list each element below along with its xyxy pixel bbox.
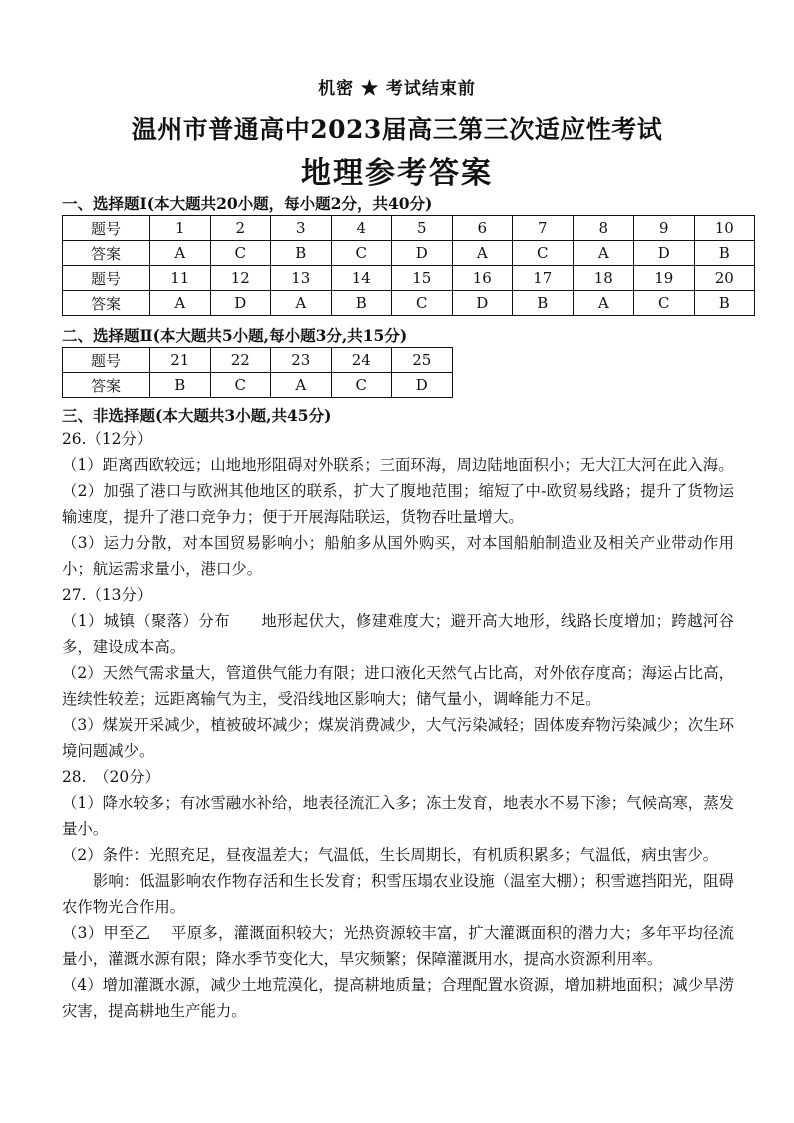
question-number: 16 bbox=[452, 266, 513, 291]
answer-paragraph: （3）运力分散，对本国贸易影响小；船舶多从国外购买，对本国船舶制造业及相关产业带动作用小；航运需求量小，港口少。 bbox=[62, 534, 734, 578]
answer-cell: B bbox=[694, 291, 755, 316]
question-26-heading: 26.（12分） bbox=[62, 430, 153, 448]
answer-cell: C bbox=[634, 291, 695, 316]
question-number: 7 bbox=[513, 216, 574, 241]
section1-answer-table bbox=[62, 215, 755, 316]
answer-cell: D bbox=[210, 291, 271, 316]
table-row bbox=[63, 291, 755, 316]
document-subtitle: 地理参考答案 bbox=[301, 156, 493, 191]
answer-paragraph: （3）甲至乙 平原多，灌溉面积较大；光热资源较丰富，扩大灌溉面积的潜力大；多年平均径流量小，灌溉水源有限；降水季节变化大，旱灾频繁；保障灌溉用水，提高水资源利用率。 bbox=[62, 924, 734, 968]
question-number: 15 bbox=[392, 266, 453, 291]
answer-cell: C bbox=[513, 241, 574, 266]
question-number: 25 bbox=[392, 348, 453, 373]
question-number: 3 bbox=[271, 216, 332, 241]
answer-paragraph: 影响：低温影响农作物存活和生长发育；积雪压塌农业设施（温室大棚）；积雪遮挡阳光，阻碍农作物光合作用。 bbox=[62, 872, 734, 916]
answer-cell: D bbox=[634, 241, 695, 266]
section2-heading: 二、选择题Ⅱ(本大题共5小题,每小题3分,共15分) bbox=[62, 326, 408, 345]
question-number: 4 bbox=[331, 216, 392, 241]
row-label-question: 题号 bbox=[63, 348, 150, 373]
answer-cell: C bbox=[210, 373, 271, 398]
question-number: 8 bbox=[573, 216, 634, 241]
answer-paragraph: （1）降水较多；有冰雪融水补给，地表径流汇入多；冻土发育，地表水不易下渗；气候高寒，蒸发量小。 bbox=[62, 794, 734, 838]
answer-paragraph: （3）煤炭开采减少，植被破坏减少；煤炭消费减少，大气污染减轻；固体废弃物污染减少；次生环境问题减少。 bbox=[62, 716, 734, 760]
row-label-answer: 答案 bbox=[63, 373, 150, 398]
answer-cell: C bbox=[210, 241, 271, 266]
row-label-answer: 答案 bbox=[63, 241, 150, 266]
question-number: 20 bbox=[694, 266, 755, 291]
question-27-heading: 27.（13分） bbox=[62, 586, 153, 604]
answer-paragraph: （1）城镇（聚落）分布 地形起伏大，修建难度大；避开高大地形，线路长度增加；跨越河谷多，建设成本高。 bbox=[62, 612, 734, 656]
answer-cell: B bbox=[513, 291, 574, 316]
section3-heading: 三、非选择题(本大题共3小题,共45分) bbox=[62, 406, 332, 425]
table-row bbox=[63, 216, 755, 241]
answer-cell: A bbox=[150, 291, 211, 316]
answer-cell: A bbox=[573, 241, 634, 266]
section3-body bbox=[62, 426, 734, 1024]
question-number: 19 bbox=[634, 266, 695, 291]
question-number: 2 bbox=[210, 216, 271, 241]
question-number: 11 bbox=[150, 266, 211, 291]
answer-cell: C bbox=[392, 291, 453, 316]
question-number: 23 bbox=[271, 348, 332, 373]
question-number: 21 bbox=[150, 348, 211, 373]
question-number: 10 bbox=[694, 216, 755, 241]
answer-cell: B bbox=[331, 291, 392, 316]
row-label-question: 题号 bbox=[63, 266, 150, 291]
answer-cell: B bbox=[150, 373, 211, 398]
answer-paragraph: （2）条件：光照充足，昼夜温差大；气温低，生长周期长，有机质积累多；气温低，病虫害少。 bbox=[62, 846, 719, 864]
section1-heading: 一、选择题Ⅰ(本大题共20小题，每小题2分，共40分) bbox=[62, 194, 433, 213]
answer-cell: D bbox=[392, 373, 453, 398]
table-row bbox=[63, 241, 755, 266]
question-number: 24 bbox=[331, 348, 392, 373]
row-label-question: 题号 bbox=[63, 216, 150, 241]
answer-cell: D bbox=[452, 291, 513, 316]
table-row bbox=[63, 266, 755, 291]
row-label-answer: 答案 bbox=[63, 291, 150, 316]
section2-answer-table bbox=[62, 347, 453, 398]
answer-paragraph: （2）加强了港口与欧洲其他地区的联系，扩大了腹地范围；缩短了中-欧贸易线路；提升了货物运输速度，提升了港口竞争力；便于开展海陆联运，货物吞吐量增大。 bbox=[62, 482, 734, 526]
question-28-heading: 28. （20分） bbox=[62, 768, 160, 786]
answer-cell: A bbox=[452, 241, 513, 266]
question-number: 5 bbox=[392, 216, 453, 241]
answer-cell: B bbox=[271, 241, 332, 266]
answer-paragraph: （2）天然气需求量大，管道供气能力有限；进口液化天然气占比高，对外依存度高；海运占比高，连续性较差；远距离输气为主，受沿线地区影响大；储气量小，调峰能力不足。 bbox=[62, 664, 734, 708]
answer-paragraph: （4）增加灌溉水源，减少土地荒漠化，提高耕地质量；合理配置水资源，增加耕地面积；减少旱涝灾害，提高耕地生产能力。 bbox=[62, 976, 734, 1020]
answer-cell: C bbox=[331, 373, 392, 398]
question-number: 6 bbox=[452, 216, 513, 241]
question-number: 9 bbox=[634, 216, 695, 241]
question-number: 13 bbox=[271, 266, 332, 291]
table-row bbox=[63, 373, 453, 398]
answer-cell: A bbox=[573, 291, 634, 316]
answer-paragraph: （1）距离西欧较远；山地地形阻碍对外联系；三面环海，周边陆地面积小；无大江大河在此入海。 bbox=[62, 456, 734, 474]
question-number: 12 bbox=[210, 266, 271, 291]
answer-cell: C bbox=[331, 241, 392, 266]
question-number: 1 bbox=[150, 216, 211, 241]
question-number: 14 bbox=[331, 266, 392, 291]
answer-cell: B bbox=[694, 241, 755, 266]
question-number: 17 bbox=[513, 266, 574, 291]
answer-cell: A bbox=[271, 291, 332, 316]
table-row bbox=[63, 348, 453, 373]
confidential-mark: 机密 ★ 考试结束前 bbox=[318, 79, 476, 99]
question-number: 22 bbox=[210, 348, 271, 373]
answer-cell: A bbox=[271, 373, 332, 398]
answer-cell: A bbox=[150, 241, 211, 266]
exam-title: 温州市普通高中2023届高三第三次适应性考试 bbox=[131, 115, 663, 144]
question-number: 18 bbox=[573, 266, 634, 291]
answer-cell: D bbox=[392, 241, 453, 266]
